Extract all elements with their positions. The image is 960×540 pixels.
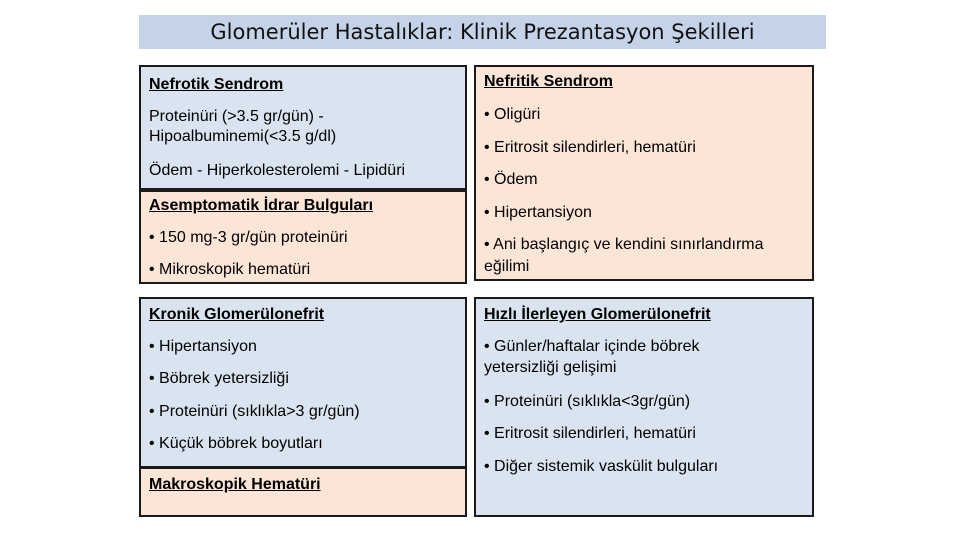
hizli-ilerleyen-glomerulonefrit-box: [474, 297, 814, 517]
nefrotik-sendrom-box: [139, 65, 467, 190]
nefritik-item-2: • Eritrosit silendirleri, hematüri: [484, 139, 696, 156]
nefrotik-line-2: Hipoalbuminemi(<3.5 g/dl): [149, 128, 337, 145]
nefritik-item-5-cont: eğilimi: [484, 258, 530, 275]
nefrotik-heading: Nefrotik Sendrom: [149, 76, 284, 93]
nefritik-sendrom-box: [474, 65, 814, 281]
hizli-item-4: • Diğer sistemik vaskülit bulguları: [484, 458, 719, 475]
nefritik-item-4: • Hipertansiyon: [484, 204, 592, 221]
makroskopik-hematuri-box: [139, 467, 467, 517]
kronik-item-3: • Proteinüri (sıklıkla>3 gr/gün): [149, 403, 360, 420]
nefritik-item-1: • Oligüri: [484, 106, 541, 123]
nefritik-item-5: • Ani başlangıç ve kendini sınırlandırma: [484, 236, 764, 253]
slide-title-bar: [139, 15, 826, 49]
asemptomatik-heading: Asemptomatik İdrar Bulguları: [149, 197, 374, 214]
hizli-heading: Hızlı İlerleyen Glomerülonefrit: [484, 306, 711, 323]
slide-title: Glomerüler Hastalıklar: Klinik Prezantasyon Şekilleri: [210, 20, 755, 44]
kronik-item-4: • Küçük böbrek boyutları: [149, 435, 323, 452]
nefrotik-line-1: Proteinüri (>3.5 gr/gün) -: [149, 108, 324, 125]
kronik-item-2: • Böbrek yetersizliği: [149, 370, 289, 387]
hizli-item-1-cont: yetersizliği gelişimi: [484, 359, 617, 376]
asemptomatik-item-1: • 150 mg-3 gr/gün proteinüri: [149, 229, 348, 246]
kronik-heading: Kronik Glomerülonefrit: [149, 306, 325, 323]
hizli-item-2: • Proteinüri (sıklıkla<3gr/gün): [484, 393, 691, 410]
makroskopik-heading: Makroskopik Hematüri: [149, 476, 321, 493]
kronik-item-1: • Hipertansiyon: [149, 338, 257, 355]
hizli-item-1: • Günler/haftalar içinde böbrek: [484, 338, 700, 355]
hizli-item-3: • Eritrosit silendirleri, hematüri: [484, 425, 696, 442]
nefrotik-line-3: Ödem - Hiperkolesterolemi - Lipidüri: [149, 162, 406, 179]
nefritik-item-3: • Ödem: [484, 171, 538, 188]
nefritik-heading: Nefritik Sendrom: [484, 73, 613, 90]
asemptomatik-idrar-box: [139, 190, 467, 284]
kronik-glomerulonefrit-box: [139, 297, 467, 468]
asemptomatik-item-2: • Mikroskopik hematüri: [149, 261, 311, 278]
